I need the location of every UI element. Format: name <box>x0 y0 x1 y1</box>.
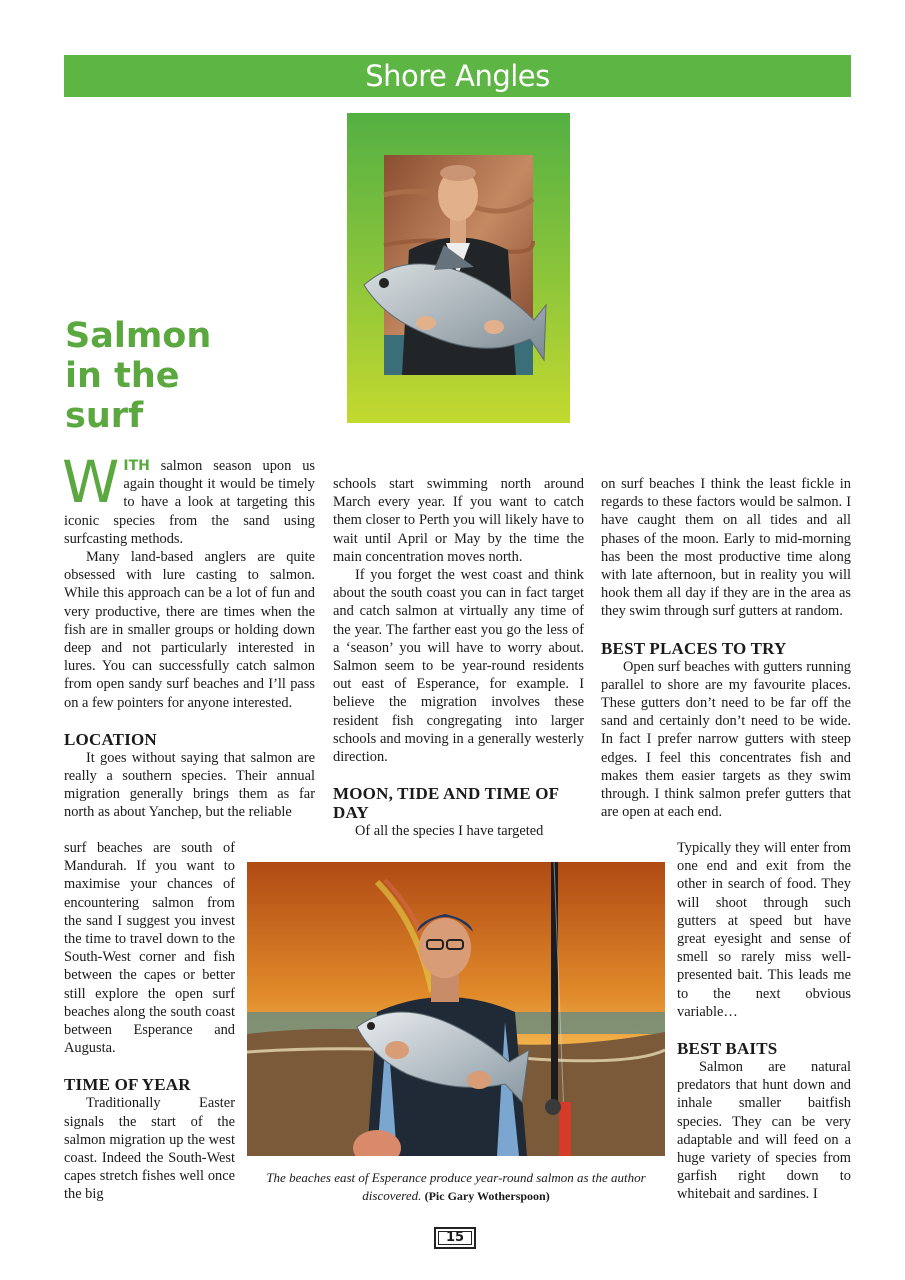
subheading-location: LOCATION <box>64 729 157 749</box>
body-paragraph: schools start swimming north around March every year. If you want to catch them closer to Perth you will likely have to wait until April or May by the time the main concentration moves north. <box>333 476 584 565</box>
photo-caption <box>247 1169 665 1205</box>
headline-line: in the <box>65 356 180 396</box>
body-paragraph: Many land-based anglers are quite obsessed with lure casting to salmon. While this approach can be a lot of fun and very productive, there are times when the fish are in smaller groups or holding down deep and not particularly interested in lures. You can successfully catch salmon from open sandy surf beaches and I’ll pass on a few pointers for anyone interested. <box>64 549 315 711</box>
column-1-bottom <box>64 839 235 1204</box>
author-photo-frame <box>347 113 570 423</box>
headline-line: surf <box>65 396 144 436</box>
column-2 <box>333 475 584 840</box>
body-paragraph: Traditionally Easter signals the start of the salmon migration up the west coast. Indeed the South-West capes stretch fishes well once the big <box>64 1095 235 1203</box>
subheading-best-places: BEST PLACES TO TRY <box>601 638 787 658</box>
intro-text: salmon season upon us again thought it would be timely to have a look at targeting this iconic species from the sand using surfcasting methods. <box>64 458 315 547</box>
body-paragraph: Typically they will enter from one end and exit from the other in search of food. They will shoot through such gutters at speed but have great eyesight and sense of smell so rarely miss well-presented bait. This leads me to the next obvious variable… <box>677 840 851 1020</box>
column-3-bottom <box>677 839 851 1204</box>
section-title: Shore Angles <box>365 59 550 93</box>
body-paragraph: on surf beaches I think the least fickle in regards to these factors would be salmon. I have caught them on all tides and all phases of the moon. Early to mid-morning has been the most productive time along with late afternoon, but in reality you will hook them all day if they are in the area as they swim through surf gutters at random. <box>601 476 851 620</box>
page-number-inner-border <box>438 1231 472 1245</box>
intro-paragraph <box>62 448 315 548</box>
drop-cap: W <box>62 448 120 516</box>
headline-line: Salmon <box>65 316 212 356</box>
article-headline <box>65 316 305 436</box>
body-paragraph: Of all the species I have targeted <box>355 823 544 840</box>
author-portrait-photo <box>384 155 533 375</box>
column-1-top <box>62 448 315 822</box>
photo-credit: (Pic Gary Wotherspoon) <box>424 1189 550 1203</box>
column-3-top <box>601 475 851 821</box>
body-paragraph: Open surf beaches with gutters running parallel to shore are my favourite places. These gutters don’t need to be far off the sand and certainly don’t need to be wide. In fact I prefer narrow gutters with steep edges. I feel this concentrates fish and makes them easier targets as they swim through. I think salmon prefer gutters that are open at each end. <box>601 658 851 821</box>
lead-caps: ITH <box>123 458 150 474</box>
page-number-box <box>434 1227 476 1249</box>
body-paragraph: Salmon are natural predators that hunt down and inhale smaller baitfish species. They can be very adaptable and will feed on a huge variety of species from garfish right down to whitebait and sardines. I <box>677 1059 851 1203</box>
page-number: 15 <box>445 1230 465 1245</box>
subheading-time-of-year: TIME OF YEAR <box>64 1075 191 1095</box>
beach-photo-illustration <box>247 862 665 1156</box>
caption-text: The beaches east of Esperance produce year-round salmon as the author discovered. <box>266 1170 646 1203</box>
section-banner <box>64 55 851 97</box>
body-paragraph: It goes without saying that salmon are really a southern species. Their annual migration generally brings them as far north as about Yanchep, but the reliable <box>64 749 315 821</box>
body-paragraph: surf beaches are south of Mandurah. If you want to maximise your chances of encountering salmon from the sand I suggest you invest the time to travel down to the South-West corner and fish between the capes or better still explore the open surf beaches along the south coast between Esperance and Augusta. <box>64 840 235 1057</box>
subheading-best-baits: BEST BAITS <box>677 1039 778 1059</box>
beach-sunset-photo <box>247 862 665 1156</box>
subheading-moon-tide: MOON, TIDE AND TIME OF DAY <box>333 784 559 823</box>
body-paragraph: If you forget the west coast and think about the south coast you can in fact target and catch salmon at virtually any time of the year. The farther east you go the less of a ‘season’ you will have to worry about. Salmon seem to be year-round residents out east of Esperance, for example. I believe the migration involves these resident fish congregating into larger schools and moving in a generally westerly direction. <box>333 567 584 766</box>
